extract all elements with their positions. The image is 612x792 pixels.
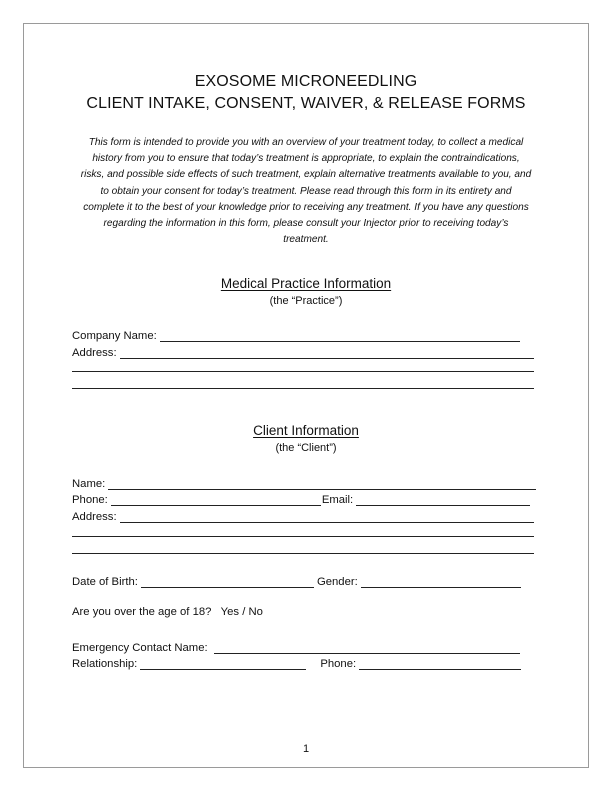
- emergency-contact-label: Emergency Contact Name:: [72, 642, 208, 654]
- age-question: Are you over the age of 18?: [72, 606, 212, 618]
- page-number: 1: [302, 743, 310, 755]
- emergency-contact-field[interactable]: [214, 642, 520, 654]
- practice-heading-text: Medical Practice Information: [220, 276, 392, 291]
- client-address-label: Address:: [72, 511, 117, 523]
- client-address-line-2[interactable]: [72, 536, 534, 537]
- client-address-line-3[interactable]: [72, 553, 534, 554]
- practice-address-row: [72, 343, 534, 359]
- client-phone-email-row: [72, 490, 530, 506]
- form-title-line2: CLIENT INTAKE, CONSENT, WAIVER, & RELEASE FORMS: [86, 95, 526, 112]
- client-phone-label: Phone:: [72, 494, 108, 506]
- intro-paragraph: This form is intended to provide you with an overview of your treatment today, to collect a medical history from you to ensure that today’s treatment is appropriate, to explain the contraindications, risks, and possible side effects of such treatment, explain alternative treatments available to you, and to obtain your consent for today’s treatment. Please read through this form in its entirety and complete it to the best of your knowledge prior to receiving any treatment. If you have any questions regarding the information in this form, please consult your Injector prior to receiving today’s treatment.: [80, 137, 532, 246]
- client-heading: [0, 423, 612, 438]
- client-heading-text: Client Information: [253, 423, 359, 438]
- practice-address-field[interactable]: [120, 347, 534, 359]
- company-name-row: [72, 326, 520, 342]
- client-address-row: [72, 507, 534, 523]
- relationship-field[interactable]: [140, 658, 306, 670]
- practice-address-line-2[interactable]: [72, 371, 534, 372]
- dob-field[interactable]: [141, 576, 314, 588]
- form-title-line1: EXOSOME MICRONEEDLING: [194, 73, 418, 90]
- emergency-phone-label: Phone:: [320, 658, 357, 670]
- relationship-label: Relationship:: [72, 658, 138, 670]
- age-question-row: [72, 606, 263, 618]
- company-name-label: Company Name:: [72, 330, 157, 342]
- practice-address-label: Address:: [72, 347, 117, 359]
- emergency-phone-field[interactable]: [359, 658, 521, 670]
- dob-gender-row: [72, 572, 521, 588]
- practice-subheading: (the “Practice”): [269, 295, 343, 307]
- age-yes-no-options[interactable]: Yes / No: [220, 606, 263, 618]
- gender-field[interactable]: [361, 576, 521, 588]
- client-name-field[interactable]: [108, 478, 536, 490]
- dob-label: Date of Birth:: [72, 576, 138, 588]
- relationship-phone-row: [72, 654, 521, 670]
- gender-label: Gender:: [316, 576, 358, 588]
- client-subheading: (the “Client”): [275, 442, 337, 454]
- client-address-field[interactable]: [120, 511, 534, 523]
- practice-heading: [0, 276, 612, 291]
- client-name-row: [72, 474, 536, 490]
- company-name-field[interactable]: [160, 330, 520, 342]
- client-email-field[interactable]: [356, 494, 530, 506]
- emergency-contact-row: [72, 638, 520, 654]
- client-phone-field[interactable]: [111, 494, 321, 506]
- practice-address-line-3[interactable]: [72, 388, 534, 389]
- client-name-label: Name:: [72, 478, 106, 490]
- client-email-label: Email:: [321, 494, 354, 506]
